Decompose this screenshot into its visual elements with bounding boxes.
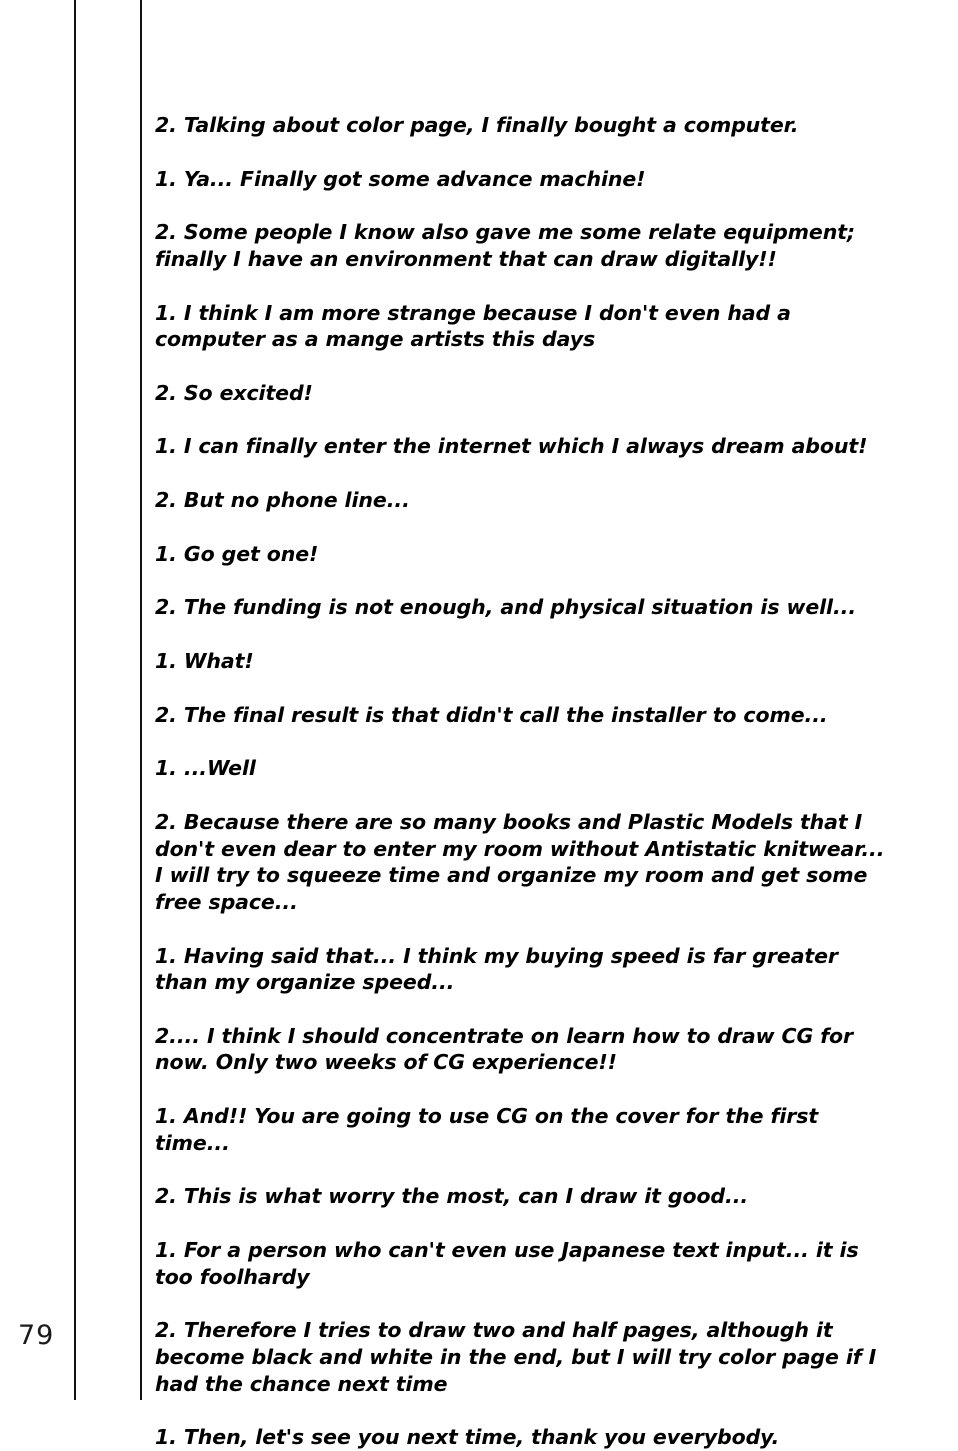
paragraph: 2. This is what worry the most, can I draw it good... <box>155 1184 749 1209</box>
paragraph: 1. For a person who can't even use Japanese text input... it is too foolhardy <box>155 1238 859 1289</box>
page-border-rule-inner <box>140 0 142 1400</box>
page-number: 79 <box>18 1320 55 1351</box>
paragraph: 2. Talking about color page, I finally bought a computer. <box>155 113 799 137</box>
dialogue-text-column <box>155 112 890 1451</box>
paragraph: 1. I think I am more strange because I don't even had a computer as a mange artists this days <box>155 300 791 352</box>
paragraph: 1. And!! You are going to use CG on the cover for the first time... <box>155 1104 819 1155</box>
paragraph: 1. ...Well <box>155 756 256 781</box>
paragraph: 1. What! <box>155 649 254 674</box>
paragraph: 2. So excited! <box>155 380 313 405</box>
paragraph: 1. I can finally enter the internet which I always dream about! <box>155 434 868 459</box>
paragraph: 2. Some people I know also gave me some relate equipment; finally I have an environment that can draw digitally!! <box>155 220 856 271</box>
paragraph: 2. Because there are so many books and Plastic Models that I don't even dear to enter my room without Antistatic knitwear... I will try to squeeze time and organize my room and get some free space... <box>155 809 885 914</box>
paragraph: 1. Then, let's see you next time, thank you everybody. <box>155 1425 780 1450</box>
paragraph: 2. The funding is not enough, and physical situation is well... <box>155 595 857 620</box>
page-border-rule-outer <box>74 0 76 1400</box>
paragraph: 1. Ya... Finally got some advance machine! <box>155 166 646 191</box>
paragraph: 1. Having said that... I think my buying speed is far greater than my organize speed... <box>155 943 838 995</box>
paragraph: 2. But no phone line... <box>155 488 410 513</box>
paragraph: 2. Therefore I tries to draw two and half pages, although it become black and white in the end, but I will try color page if I had the chance next time <box>155 1318 877 1396</box>
paragraph: 2.... I think I should concentrate on learn how to draw CG for now. Only two weeks of CG experience!! <box>155 1023 854 1075</box>
paragraph: 1. Go get one! <box>155 541 319 566</box>
paragraph: 2. The final result is that didn't call the installer to come... <box>155 702 828 727</box>
